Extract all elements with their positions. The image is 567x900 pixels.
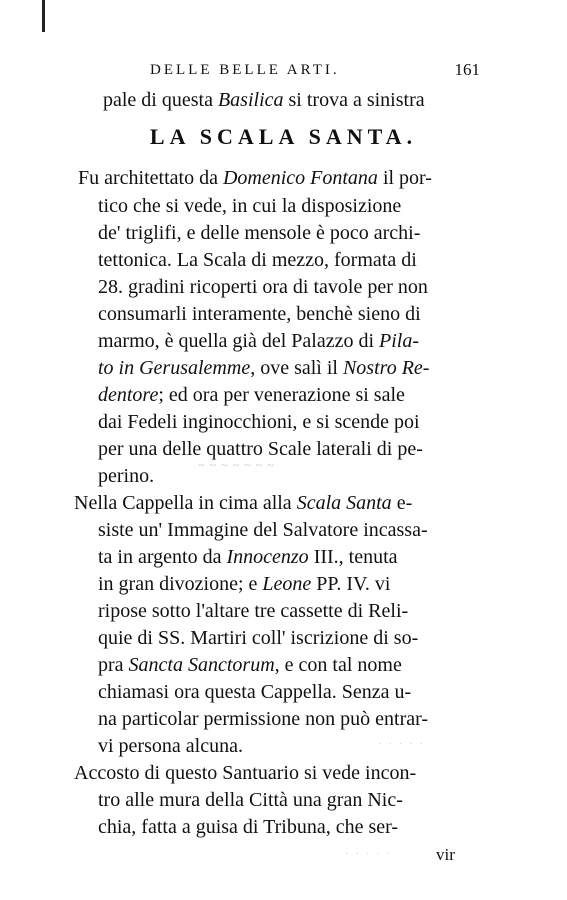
text-line-1: Fu architettato da Domenico Fontana il por- [78, 167, 432, 189]
italic-word: Innocenzo [226, 546, 309, 568]
bleed-through-mark: · · · · · [378, 738, 426, 750]
running-head-title: DELLE BELLE ARTI. [150, 62, 340, 78]
italic-word: dentore [98, 384, 159, 406]
text-line-19: pra Sancta Sanctorum, e con tal nome [98, 654, 402, 676]
italic-name: Domenico Fontana [222, 167, 378, 189]
text-line-0-italic: Basilica [217, 89, 284, 111]
text-line-23: Accosto di questo Santuario si vede incon- [74, 762, 417, 784]
text-line-21: na particolar permissione non può entrar- [98, 708, 429, 730]
text-line-0-b: si trova a sinistra [283, 89, 425, 111]
italic-word: Pila- [379, 330, 420, 352]
text-line-2: tico che si vede, in cui la disposizione [98, 195, 402, 217]
text-line-17: ripose sotto l'altare tre cassette di Reli- [98, 600, 409, 622]
text-line-7: marmo, è quella già del Palazzo di Pila- [98, 330, 420, 352]
text-line-14: siste un' Immagine del Salvatore incassa- [98, 519, 428, 541]
text-line-10: dai Fedeli inginocchioni, e si scende poi [98, 411, 420, 433]
italic-word: Nostro Re- [342, 357, 430, 379]
text-line-13: Nella Cappella in cima alla Scala Santa e- [74, 492, 413, 514]
text-line-22: vi persona alcuna. [98, 735, 243, 757]
text-line-5: 28. gradini ricoperti ora di tavole per non [98, 276, 428, 298]
page-edge-mark [42, 0, 45, 32]
text-line-20: chiamasi ora questa Cappella. Senza u- [98, 681, 412, 703]
text-line-16: in gran divozione; e Leone PP. IV. vi [98, 573, 391, 595]
italic-word: Sancta Sanctorum [128, 654, 275, 676]
text-line-6: consumarli interamente, benchè sieno di [98, 303, 421, 325]
text-line-9: dentore; ed ora per venerazione si sale [98, 384, 405, 406]
text-line-0-a: pale di questa [103, 89, 218, 111]
page-number: 161 [454, 60, 480, 79]
text-line-25: chia, fatta a guisa di Tribuna, che ser- [98, 816, 399, 838]
italic-word: to in Gerusalemme [98, 357, 251, 379]
text-line-3: de' triglifi, e delle mensole è poco archi- [98, 222, 421, 244]
catchword: vir [436, 845, 455, 864]
text-line-12: perino. [98, 465, 155, 487]
text-line-11: per una delle quattro Scale laterali di pe- [98, 438, 423, 460]
text-line-0 [103, 88, 425, 112]
bleed-through-mark: ~ ~ ~ ~ ~ ~ ~ [198, 458, 275, 472]
section-heading: LA SCALA SANTA. [149, 124, 418, 149]
italic-word: Scala Santa [296, 492, 392, 514]
italic-word: Leone [262, 573, 312, 595]
bleed-through-mark: · · · · · [345, 848, 393, 860]
text-line-18: quie di SS. Martiri coll' iscrizione di so- [98, 627, 419, 649]
text-line-8: to in Gerusalemme, ove salì il Nostro Re- [98, 357, 430, 379]
running-head [150, 62, 480, 79]
text-line-24: tro alle mura della Città una gran Nic- [98, 789, 403, 811]
text-line-4: tettonica. La Scala di mezzo, formata di [98, 249, 417, 271]
text-line-15: ta in argento da Innocenzo III., tenuta [98, 546, 398, 568]
